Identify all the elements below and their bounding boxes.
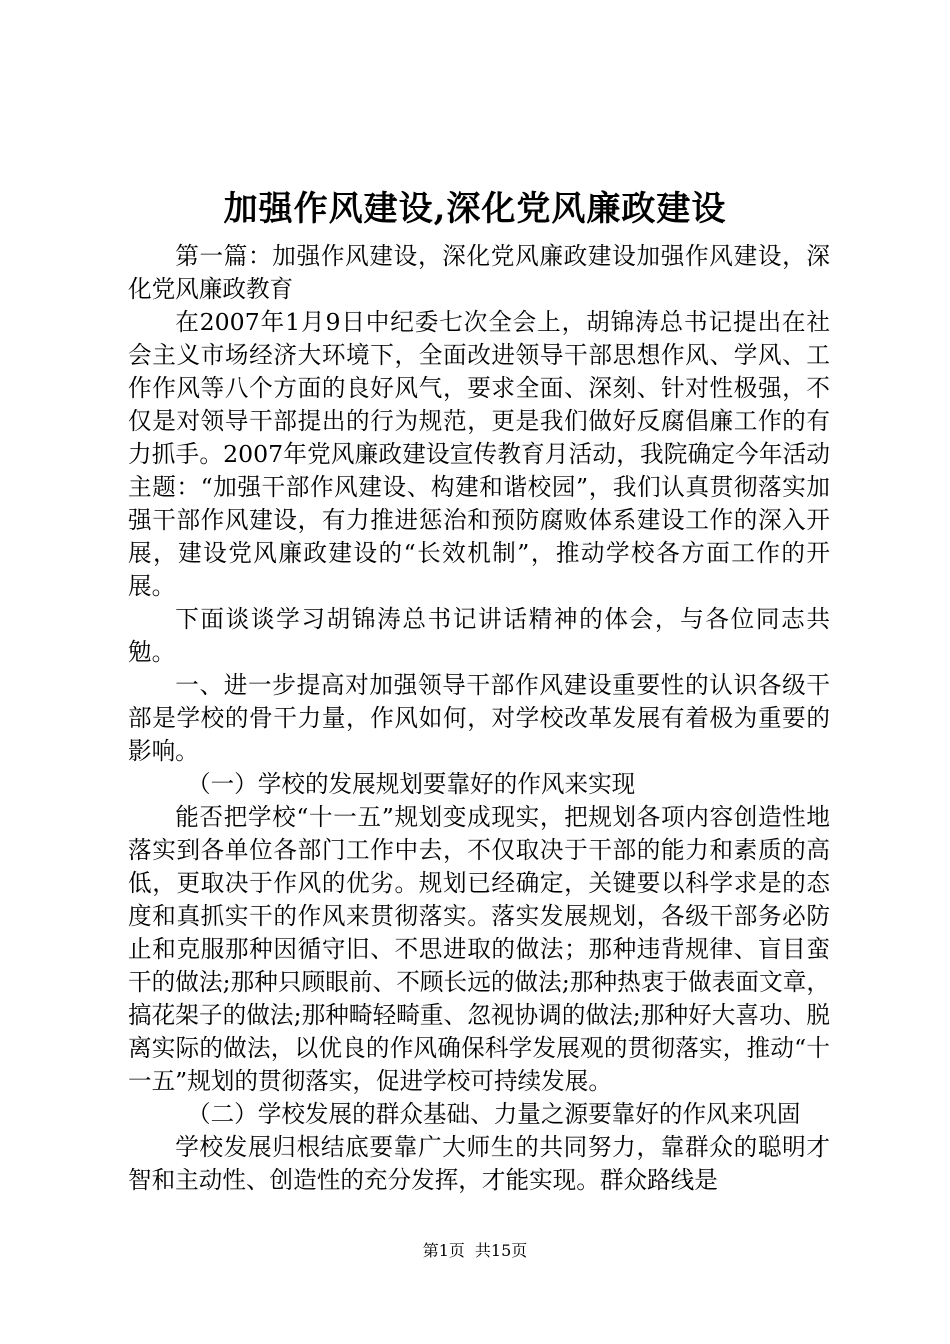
paragraph-preface: 下面谈谈学习胡锦涛总书记讲话精神的体会，与各位同志共勉。 [128, 605, 830, 666]
page-total: 共15页 [474, 1241, 528, 1260]
paragraph-intro: 第一篇：加强作风建设，深化党风廉政建设加强作风建设，深化党风廉政教育 [128, 242, 830, 303]
paragraph-background: 在2007年1月9日中纪委七次全会上，胡锦涛总书记提出在社会主义市场经济大环境下，全面改进领导干部思想作风、学风、工作作风等八个方面的良好风气，要求全面、深刻、针对性极强，不仅是对领导干部提出的行为规范，更是我们做好反腐倡廉工作的有力抓手。2007年党风廉政建设宣传教育月活动，我院确定今年活动主题：“加强干部作风建设、构建和谐校园”，我们认真贯彻落实加强干部作风建设，有力推进惩治和预防腐败体系建设工作的深入开展，建设党风廉政建设的“长效机制”，推动学校各方面工作的开展。 [128, 308, 830, 600]
document-body [128, 240, 830, 1197]
subheading-one: （一）学校的发展规划要靠好的作风来实现 [187, 770, 636, 798]
subheading-two: （二）学校发展的群众基础、力量之源要靠好的作风来巩固 [187, 1100, 801, 1128]
paragraph-planning: 能否把学校“十一五”规划变成现实，把规划各项内容创造性地落实到各单位各部门工作中去，不仅取决于干部的能力和素质的高低，更取决于作风的优劣。规划已经确定，关键要以科学求是的态度和真抓实干的作风来贯彻落实。落实发展规划，各级干部务必防止和克服那种因循守旧、不思进取的做法；那种违背规律、盲目蛮干的做法;那种只顾眼前、不顾长远的做法;那种热衷于做表面文章，搞花架子的做法;那种畸轻畸重、忽视协调的做法;那种好大喜功、脱离实际的做法，以优良的作风确保科学发展观的贯彻落实，推动“十一五”规划的贯彻落实，促进学校可持续发展。 [128, 803, 830, 1095]
document-title: 加强作风建设,深化党风廉政建设 [223, 189, 727, 229]
page-footer [0, 1240, 950, 1262]
paragraph-masses: 学校发展归根结底要靠广大师生的共同努力，靠群众的聪明才智和主动性、创造性的充分发挥，才能实现。群众路线是 [128, 1133, 830, 1194]
paragraph-section-one: 一、进一步提高对加强领导干部作风建设重要性的认识各级干部是学校的骨干力量，作风如何，对学校改革发展有着极为重要的影响。 [128, 671, 830, 765]
page-number: 第1页 [422, 1241, 465, 1260]
